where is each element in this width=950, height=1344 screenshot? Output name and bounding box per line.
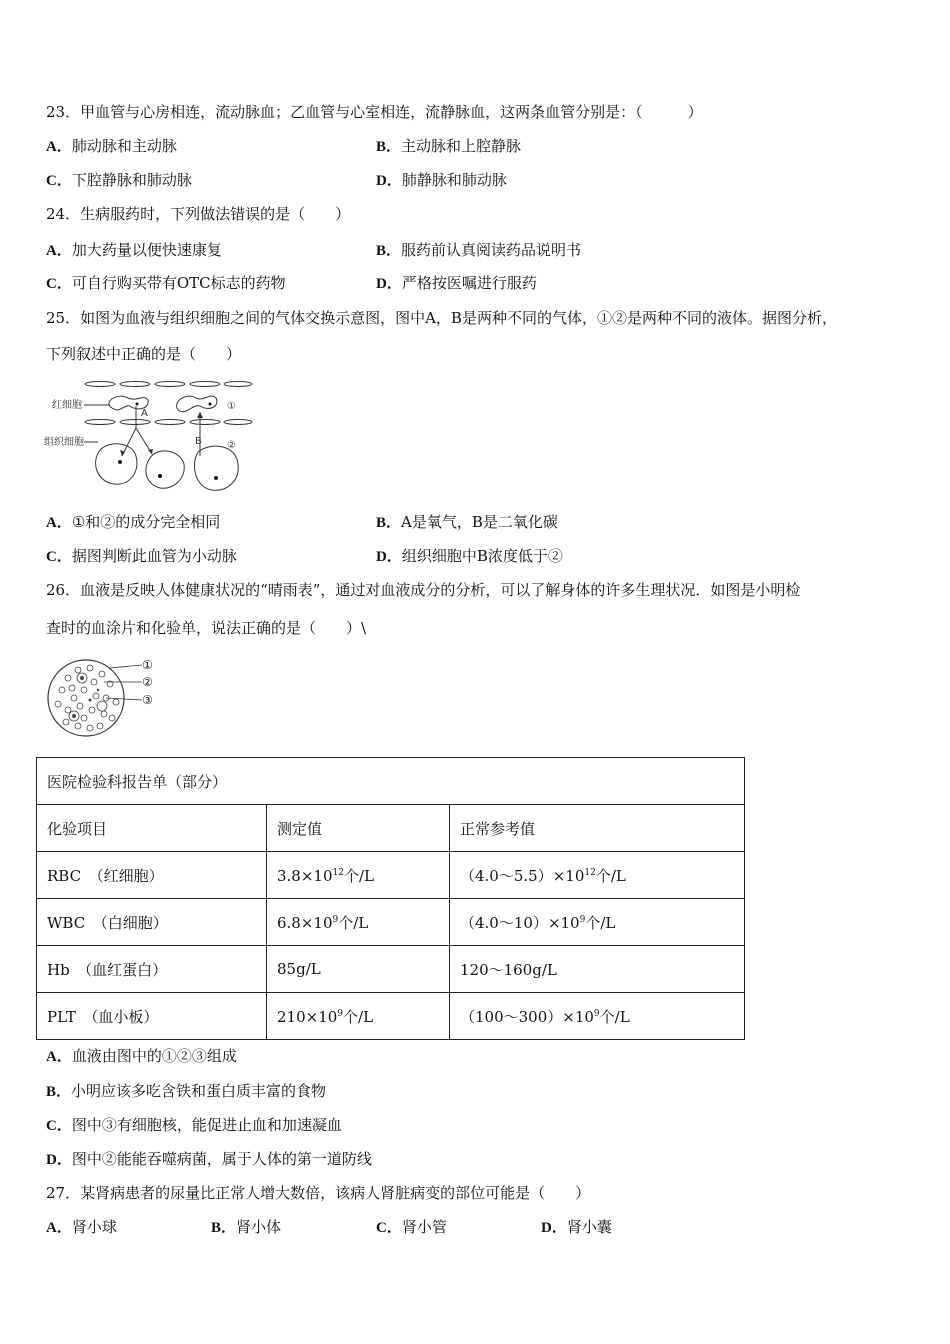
option-letter: A．: [46, 1049, 72, 1065]
option-letter: B．: [376, 139, 402, 155]
option-letter: B．: [46, 1084, 72, 1100]
option-text: 血液由图中的①②③组成: [71, 1047, 237, 1065]
q23-option-b[interactable]: [376, 136, 521, 157]
value-base: 85g/L: [277, 960, 321, 978]
gas-exchange-diagram: [40, 372, 260, 500]
table-row: [37, 946, 745, 993]
lab-report-table: [36, 757, 745, 1040]
q26-option-d[interactable]: [46, 1149, 372, 1170]
row-item: RBC （红细胞）: [37, 852, 267, 899]
row-value: [267, 852, 450, 899]
smear-label-3: ③: [142, 693, 153, 707]
smear-label-2: ②: [142, 675, 153, 689]
row-reference: [450, 993, 745, 1040]
q27-option-a[interactable]: [46, 1217, 117, 1238]
ref-exponent: 9: [579, 914, 586, 925]
option-letter: A．: [46, 243, 72, 259]
label-rbc: 红细胞: [52, 400, 82, 411]
option-letter: C．: [46, 173, 72, 189]
q25-option-a[interactable]: [46, 512, 220, 533]
value-base: 3.8×10: [277, 866, 333, 885]
option-letter: D．: [541, 1220, 567, 1236]
q27-option-c[interactable]: [376, 1217, 447, 1238]
option-letter: C．: [46, 276, 72, 292]
q25-stem-line1: 25．如图为血液与组织细胞之间的气体交换示意图，图中A，B是两种不同的气体，①②是两种不同的液体。据图分析，: [46, 309, 837, 327]
option-text: 主动脉和上腔静脉: [401, 137, 522, 155]
option-text: 肾小囊: [566, 1218, 612, 1236]
q24-option-a[interactable]: [46, 240, 222, 261]
row-value: [267, 993, 450, 1040]
q24-option-b[interactable]: [376, 240, 581, 261]
q26-stem-line1: 26．血液是反映人体健康状况的“晴雨表”，通过对血液成分的分析，可以了解身体的许多生理状况．如图是小明检: [46, 581, 801, 599]
ref-base: （4.0～5.5）×10: [460, 866, 585, 885]
q24-stem: 24．生病服药时，下列做法错误的是（ ）: [46, 205, 351, 223]
ref-exponent: 9: [593, 1008, 600, 1019]
q25-option-d[interactable]: [376, 546, 563, 567]
option-letter: D．: [46, 1152, 72, 1168]
row-reference: [450, 946, 745, 993]
label-2: ②: [227, 440, 236, 451]
header-value: 测定值: [267, 805, 450, 852]
table-row: [37, 899, 745, 946]
value-exponent: 9: [332, 914, 339, 925]
option-letter: C．: [46, 1118, 72, 1134]
option-text: 服药前认真阅读药品说明书: [401, 241, 582, 259]
q25-option-b[interactable]: [376, 512, 558, 533]
q26-option-c[interactable]: [46, 1115, 342, 1136]
option-text: 据图判断此血管为小动脉: [71, 547, 237, 565]
ref-unit: 个/L: [599, 1007, 630, 1026]
row-reference: [450, 899, 745, 946]
option-text: 肺动脉和主动脉: [71, 137, 177, 155]
value-exponent: 12: [332, 867, 344, 878]
label-tissue: 组织细胞: [44, 437, 84, 448]
smear-label-1: ①: [142, 658, 153, 672]
option-letter: D．: [376, 173, 402, 189]
table-header-row: [37, 805, 745, 852]
report-title: 医院检验科报告单（部分）: [37, 758, 745, 805]
option-text: 严格按医嘱进行服药: [401, 274, 537, 292]
label-a: A: [141, 408, 148, 419]
ref-base: 120～160g/L: [460, 960, 557, 979]
option-text: 组织细胞中B浓度低于②: [401, 547, 563, 565]
ref-base: （4.0～10）×10: [460, 913, 580, 932]
value-unit: 个/L: [338, 913, 369, 932]
ref-exponent: 12: [584, 867, 596, 878]
option-letter: B．: [376, 243, 402, 259]
option-text: A是氧气，B是二氧化碳: [401, 513, 558, 531]
ref-unit: 个/L: [595, 866, 626, 885]
option-text: 图中②能能吞噬病菌，属于人体的第一道防线: [71, 1150, 372, 1168]
ref-base: （100～300）×10: [460, 1007, 594, 1026]
q24-option-c[interactable]: [46, 273, 286, 294]
table-title-row: [37, 758, 745, 805]
label-b: B: [195, 436, 202, 447]
option-text: 肺静脉和肺动脉: [401, 171, 507, 189]
row-value: [267, 899, 450, 946]
q26-option-a[interactable]: [46, 1046, 237, 1067]
ref-unit: 个/L: [585, 913, 616, 932]
option-text: 加大药量以便快速康复: [71, 241, 222, 259]
option-letter: D．: [376, 549, 402, 565]
label-1: ①: [227, 401, 236, 412]
table-row: [37, 852, 745, 899]
q24-option-d[interactable]: [376, 273, 537, 294]
option-text: 可自行购买带有OTC标志的药物: [71, 274, 286, 292]
header-reference: 正常参考值: [450, 805, 745, 852]
row-item: Hb （血红蛋白）: [37, 946, 267, 993]
q27-stem: 27．某肾病患者的尿量比正常人增大数倍，该病人肾脏病变的部位可能是（ ）: [46, 1184, 591, 1202]
option-letter: A．: [46, 515, 72, 531]
option-text: 图中③有细胞核，能促进止血和加速凝血: [71, 1116, 342, 1134]
option-letter: A．: [46, 1220, 72, 1236]
table-row: [37, 993, 745, 1040]
option-text: ①和②的成分完全相同: [71, 513, 221, 531]
row-value: [267, 946, 450, 993]
q23-option-c[interactable]: [46, 170, 192, 191]
value-base: 6.8×10: [277, 913, 333, 932]
row-item: WBC （白细胞）: [37, 899, 267, 946]
option-text: 肾小球: [71, 1218, 117, 1236]
value-exponent: 9: [337, 1008, 344, 1019]
q25-option-c[interactable]: [46, 546, 237, 567]
header-item: 化验项目: [37, 805, 267, 852]
q27-option-b[interactable]: [211, 1217, 281, 1238]
option-letter: D．: [376, 276, 402, 292]
option-letter: B．: [211, 1220, 237, 1236]
option-text: 肾小体: [236, 1218, 282, 1236]
option-text: 小明应该多吃含铁和蛋白质丰富的食物: [71, 1082, 327, 1100]
option-letter: C．: [376, 1220, 402, 1236]
row-item: PLT （血小板）: [37, 993, 267, 1040]
value-unit: 个/L: [343, 1007, 374, 1026]
row-reference: [450, 852, 745, 899]
option-letter: B．: [376, 515, 402, 531]
value-unit: 个/L: [343, 866, 374, 885]
q23-option-a[interactable]: [46, 136, 177, 157]
q23-option-d[interactable]: [376, 170, 507, 191]
q27-option-d[interactable]: [541, 1217, 612, 1238]
q23-stem: 23．甲血管与心房相连，流动脉血；乙血管与心室相连，流静脉血，这两条血管分别是：（ ）: [46, 103, 703, 121]
option-text: 下腔静脉和肺动脉: [71, 171, 192, 189]
blood-smear-diagram: [44, 654, 164, 744]
q25-stem-line2: 下列叙述中正确的是（ ）: [46, 345, 242, 363]
option-text: 肾小管: [401, 1218, 447, 1236]
value-base: 210×10: [277, 1007, 338, 1026]
q26-stem-line2: 查时的血涂片和化验单，说法正确的是（ ）\: [46, 619, 367, 637]
option-letter: C．: [46, 549, 72, 565]
q26-option-b[interactable]: [46, 1081, 326, 1102]
option-letter: A．: [46, 139, 72, 155]
